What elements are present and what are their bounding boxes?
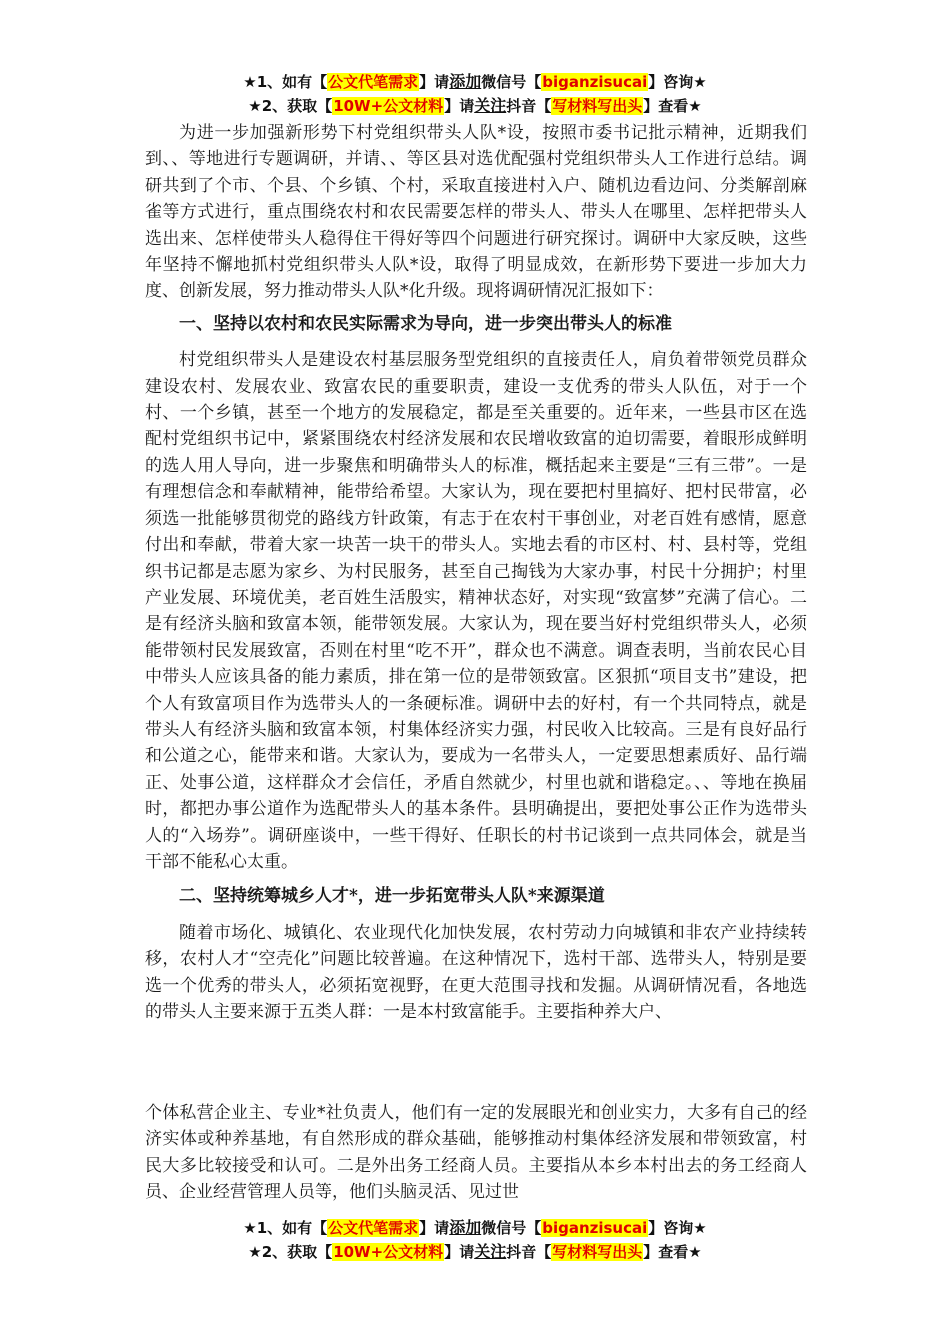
document-body [145,120,807,1025]
document-body-continued [145,1100,807,1206]
section-heading-2: 二、坚持统筹城乡人才*，进一步拓宽带头人队*来源渠道 [179,886,605,907]
intro-paragraph: 为进一步加强新形势下村党组织带头人队*设，按照市委书记批示精神，近期我们到、、等地进行专题调研，并请、、等区县对选优配强村党组织带头人工作进行总结。调研共到了个市、个县、个乡镇、个村，采取直接进村入户、随机边看边问、分类解剖麻雀等方式进行，重点围绕农村和农民需要怎样的带头人、带头人在哪里、怎样把带头人选出来、怎样使带头人稳得住干得好等四个问题进行研究探讨。调研中大家反映，这些年坚持不懈地抓村党组织带头人队*设，取得了明显成效，在新形势下要进一步加大力度、创新发展，努力推动带头人队*化升级。现将调研情况汇报如下： [145,123,807,302]
highlight-douyin-account: 写材料写出头 [552,1243,643,1261]
highlight-wechat-id: biganzisucai [542,73,648,91]
bottom-banner [0,1216,950,1264]
highlight-writing-service: 公文代笔需求 [328,1219,419,1237]
section-1-paragraph: 村党组织带头人是建设农村基层服务型党组织的直接责任人，肩负着带领党员群众建设农村、发展农业、致富农民的重要职责，建设一支优秀的带头人队伍，对于一个村、一个乡镇，甚至一个地方的发展稳定，都是至关重要的。近年来，一些县市区在选配村党组织书记中，紧紧围绕农村经济发展和农民增收致富的迫切需要，着眼形成鲜明的选人用人导向，进一步聚焦和明确带头人的标准，概括起来主要是“三有三带”。一是有理想信念和奉献精神，能带给希望。大家认为，现在要把村里搞好、把村民带富，必须选一批能够贯彻党的路线方针政策，有志于在农村干事创业，对老百姓有感情，愿意付出和奉献，带着大家一块苦一块干的带头人。实地去看的市区村、村、县村等，党组织书记都是志愿为家乡、为村民服务，甚至自己掏钱为大家办事，村民十分拥护；村里产业发展、环境优美，老百姓生活殷实，精神状态好，对实现“致富梦”充满了信心。二是有经济头脑和致富本领，能带领发展。大家认为，现在要当好村党组织带头人，必须能带领村民发展致富，否则在村里“吃不开”，群众也不满意。调查表明，当前农民心目中带头人应该具备的能力素质，排在第一位的是带领致富。区狠抓“项目支书”建设，把个人有致富项目作为选带头人的一条硬标准。调研中去的好村，有一个共同特点，就是带头人有经济头脑和致富本领，村集体经济实力强，村民收入比较高。三是有良好品行和公道之心，能带来和谐。大家认为，要成为一名带头人，一定要思想素质好、品行端正、处事公道，这样群众才会信任，矛盾自然就少，村里也就和谐稳定。、、等地在换届时，都把办事公道作为选配带头人的基本条件。县明确提出，要把处事公正作为选带头人的“入场券”。调研座谈中，一些干得好、任职长的村书记谈到一点共同体会，就是当干部不能私心太重。 [145,350,807,872]
highlight-materials: 10W+公文材料 [333,97,444,115]
bottom-banner-line-1: ★1、如有【公文代笔需求】请添加微信号【biganzisucai】咨询★ [243,1218,707,1237]
bottom-banner-line-2: ★2、获取【10W+公文材料】请关注抖音【写材料写出头】查看★ [248,1242,702,1261]
banner-line-1: ★1、如有【公文代笔需求】请添加微信号【biganzisucai】咨询★ [243,72,707,91]
top-banner [0,70,950,118]
section-heading-1: 一、坚持以农村和农民实际需求为导向，进一步突出带头人的标准 [179,313,672,334]
highlight-writing-service: 公文代笔需求 [328,73,419,91]
section-2-paragraph: 随着市场化、城镇化、农业现代化加快发展，农村劳动力向城镇和非农产业持续转移，农村人才“空壳化”问题比较普遍。在这种情况下，选村干部、选带头人，特别是要选一个优秀的带头人，必须拓宽视野，在更大范围寻找和发掘。从调研情况看，各地选的带头人主要来源于五类人群：一是本村致富能手。主要指种养大户、 [145,922,807,1022]
highlight-douyin-account: 写材料写出头 [552,97,643,115]
highlight-wechat-id: biganzisucai [542,1219,648,1237]
banner-line-2: ★2、获取【10W+公文材料】请关注抖音【写材料写出头】查看★ [248,96,702,115]
section-2-paragraph-continued: 个体私营企业主、专业*社负责人，他们有一定的发展眼光和创业实力，大多有自己的经济实体或种养基地，有自然形成的群众基础，能够推动村集体经济发展和带领致富，村民大多比较接受和认可。二是外出务工经商人员。主要指从本乡本村出去的务工经商人员、企业经营管理人员等，他们头脑灵活、见过世 [145,1103,807,1203]
highlight-materials: 10W+公文材料 [333,1243,444,1261]
